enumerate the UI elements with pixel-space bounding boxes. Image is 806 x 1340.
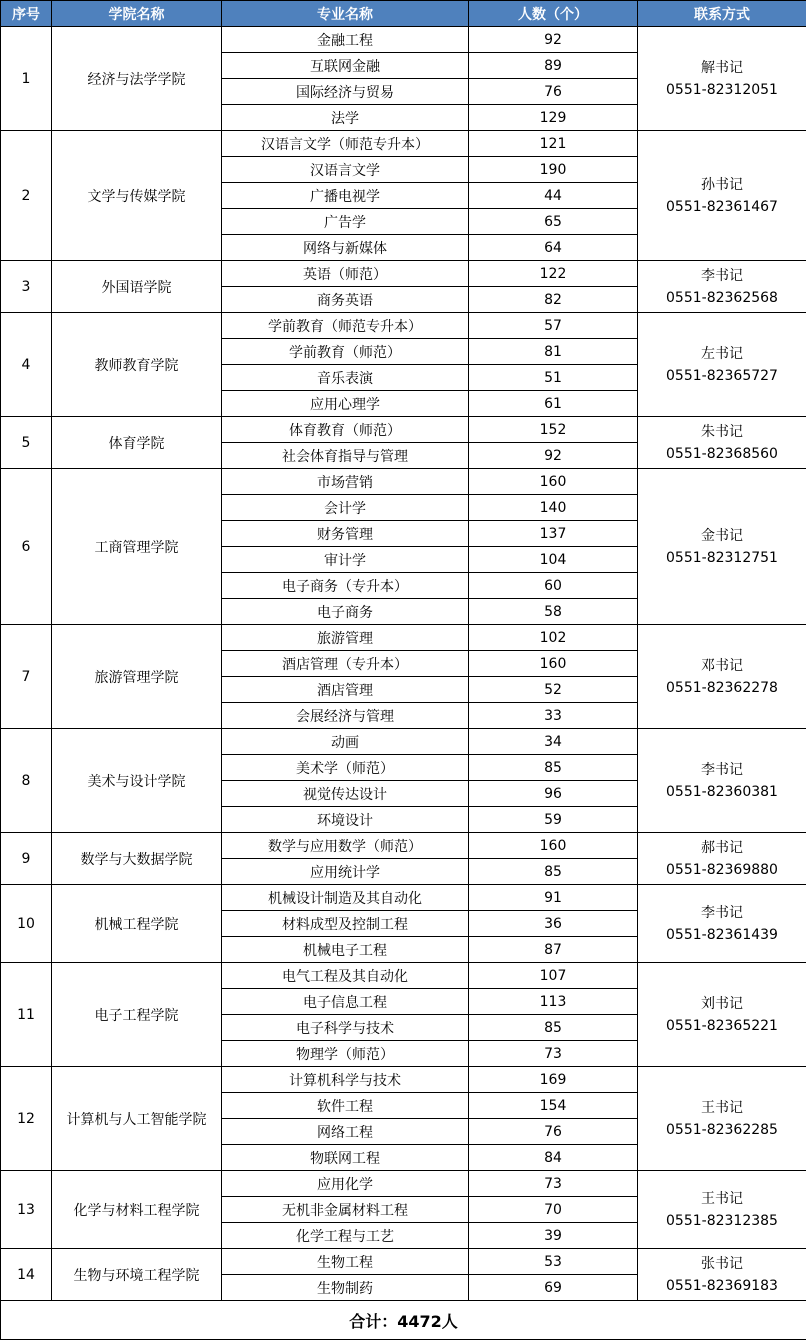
contact-cell [638, 27, 806, 131]
college-name: 电子工程学院 [52, 963, 222, 1067]
contact-phone: 0551-82365221 [638, 1015, 806, 1037]
contact-cell [638, 417, 806, 469]
major-count: 69 [469, 1275, 638, 1301]
major-name: 广播电视学 [222, 183, 469, 209]
row-number: 6 [1, 469, 52, 625]
major-count: 160 [469, 833, 638, 859]
contact-name: 李书记 [638, 902, 806, 924]
major-count: 154 [469, 1093, 638, 1119]
college-name: 外国语学院 [52, 261, 222, 313]
contact-name: 孙书记 [638, 174, 806, 196]
major-name: 电气工程及其自动化 [222, 963, 469, 989]
major-name: 汉语言文学 [222, 157, 469, 183]
table-row [1, 27, 806, 53]
major-count: 76 [469, 1119, 638, 1145]
contact-name: 李书记 [638, 265, 806, 287]
major-name: 化学工程与工艺 [222, 1223, 469, 1249]
contact-cell [638, 729, 806, 833]
row-number: 3 [1, 261, 52, 313]
college-name: 文学与传媒学院 [52, 131, 222, 261]
major-name: 法学 [222, 105, 469, 131]
table-row [1, 1171, 806, 1197]
major-count: 160 [469, 651, 638, 677]
major-count: 104 [469, 547, 638, 573]
major-name: 机械设计制造及其自动化 [222, 885, 469, 911]
contact-cell [638, 313, 806, 417]
major-count: 44 [469, 183, 638, 209]
major-count: 60 [469, 573, 638, 599]
major-name: 应用化学 [222, 1171, 469, 1197]
major-name: 英语（师范） [222, 261, 469, 287]
contact-cell [638, 469, 806, 625]
contact-phone: 0551-82312051 [638, 79, 806, 101]
major-count: 65 [469, 209, 638, 235]
contact-phone: 0551-82365727 [638, 365, 806, 387]
contact-name: 左书记 [638, 343, 806, 365]
row-number: 5 [1, 417, 52, 469]
contact-cell [638, 1067, 806, 1171]
row-number: 4 [1, 313, 52, 417]
major-name: 动画 [222, 729, 469, 755]
college-name: 教师教育学院 [52, 313, 222, 417]
major-name: 物理学（师范） [222, 1041, 469, 1067]
major-count: 76 [469, 79, 638, 105]
major-name: 网络工程 [222, 1119, 469, 1145]
contact-name: 王书记 [638, 1097, 806, 1119]
row-number: 10 [1, 885, 52, 963]
major-name: 国际经济与贸易 [222, 79, 469, 105]
contact-phone: 0551-82369880 [638, 859, 806, 881]
contact-phone: 0551-82368560 [638, 443, 806, 465]
major-count: 122 [469, 261, 638, 287]
major-name: 市场营销 [222, 469, 469, 495]
contact-cell [638, 131, 806, 261]
contact-name: 朱书记 [638, 421, 806, 443]
major-name: 酒店管理（专升本） [222, 651, 469, 677]
table-row [1, 417, 806, 443]
row-number: 12 [1, 1067, 52, 1171]
major-count: 73 [469, 1171, 638, 1197]
header-row [1, 1, 806, 27]
contact-phone: 0551-82360381 [638, 781, 806, 803]
major-count: 190 [469, 157, 638, 183]
table-row [1, 885, 806, 911]
major-count: 96 [469, 781, 638, 807]
header-college: 学院名称 [52, 1, 222, 27]
contact-cell [638, 625, 806, 729]
table-row [1, 469, 806, 495]
major-count: 113 [469, 989, 638, 1015]
college-name: 美术与设计学院 [52, 729, 222, 833]
contact-phone: 0551-82312751 [638, 547, 806, 569]
major-name: 金融工程 [222, 27, 469, 53]
major-name: 计算机科学与技术 [222, 1067, 469, 1093]
major-count: 73 [469, 1041, 638, 1067]
college-name: 机械工程学院 [52, 885, 222, 963]
table-row [1, 261, 806, 287]
contact-phone: 0551-82362278 [638, 677, 806, 699]
major-name: 电子科学与技术 [222, 1015, 469, 1041]
contact-cell [638, 963, 806, 1067]
major-name: 物联网工程 [222, 1145, 469, 1171]
major-name: 软件工程 [222, 1093, 469, 1119]
major-name: 商务英语 [222, 287, 469, 313]
major-count: 140 [469, 495, 638, 521]
contact-name: 邓书记 [638, 655, 806, 677]
contact-name: 解书记 [638, 57, 806, 79]
table-body [1, 27, 806, 1301]
major-count: 52 [469, 677, 638, 703]
major-count: 39 [469, 1223, 638, 1249]
major-count: 89 [469, 53, 638, 79]
major-count: 87 [469, 937, 638, 963]
major-name: 机械电子工程 [222, 937, 469, 963]
major-count: 36 [469, 911, 638, 937]
major-count: 85 [469, 755, 638, 781]
major-name: 应用统计学 [222, 859, 469, 885]
major-count: 82 [469, 287, 638, 313]
contact-phone: 0551-82361439 [638, 924, 806, 946]
major-name: 社会体育指导与管理 [222, 443, 469, 469]
major-count: 169 [469, 1067, 638, 1093]
table-row [1, 1067, 806, 1093]
row-number: 7 [1, 625, 52, 729]
row-number: 1 [1, 27, 52, 131]
major-count: 137 [469, 521, 638, 547]
major-count: 92 [469, 27, 638, 53]
table-row [1, 131, 806, 157]
table-row [1, 729, 806, 755]
table-row [1, 833, 806, 859]
contact-phone: 0551-82361467 [638, 196, 806, 218]
major-name: 音乐表演 [222, 365, 469, 391]
row-number: 14 [1, 1249, 52, 1301]
row-number: 11 [1, 963, 52, 1067]
major-count: 53 [469, 1249, 638, 1275]
college-name: 工商管理学院 [52, 469, 222, 625]
contact-name: 郝书记 [638, 837, 806, 859]
major-name: 学前教育（师范） [222, 339, 469, 365]
major-name: 视觉传达设计 [222, 781, 469, 807]
major-name: 互联网金融 [222, 53, 469, 79]
row-number: 9 [1, 833, 52, 885]
major-name: 广告学 [222, 209, 469, 235]
major-name: 数学与应用数学（师范） [222, 833, 469, 859]
total-cell: 合计：4472人 [1, 1301, 806, 1340]
major-name: 旅游管理 [222, 625, 469, 651]
row-number: 8 [1, 729, 52, 833]
contact-name: 金书记 [638, 525, 806, 547]
college-name: 数学与大数据学院 [52, 833, 222, 885]
major-name: 电子商务 [222, 599, 469, 625]
major-count: 51 [469, 365, 638, 391]
contact-cell [638, 1171, 806, 1249]
major-name: 材料成型及控制工程 [222, 911, 469, 937]
major-name: 生物制药 [222, 1275, 469, 1301]
header-major: 专业名称 [222, 1, 469, 27]
major-name: 无机非金属材料工程 [222, 1197, 469, 1223]
contact-name: 王书记 [638, 1188, 806, 1210]
header-count: 人数（个） [469, 1, 638, 27]
row-number: 13 [1, 1171, 52, 1249]
major-name: 学前教育（师范专升本） [222, 313, 469, 339]
major-count: 58 [469, 599, 638, 625]
major-name: 财务管理 [222, 521, 469, 547]
major-count: 91 [469, 885, 638, 911]
contact-phone: 0551-82362568 [638, 287, 806, 309]
college-name: 生物与环境工程学院 [52, 1249, 222, 1301]
major-count: 64 [469, 235, 638, 261]
table-row [1, 313, 806, 339]
header-no: 序号 [1, 1, 52, 27]
major-count: 59 [469, 807, 638, 833]
contact-cell [638, 833, 806, 885]
major-count: 33 [469, 703, 638, 729]
major-count: 81 [469, 339, 638, 365]
contact-phone: 0551-82369183 [638, 1275, 806, 1297]
major-name: 会计学 [222, 495, 469, 521]
major-count: 129 [469, 105, 638, 131]
table-row [1, 1249, 806, 1275]
table-row [1, 963, 806, 989]
major-count: 107 [469, 963, 638, 989]
major-count: 57 [469, 313, 638, 339]
major-count: 160 [469, 469, 638, 495]
major-name: 生物工程 [222, 1249, 469, 1275]
major-count: 92 [469, 443, 638, 469]
major-count: 34 [469, 729, 638, 755]
major-count: 70 [469, 1197, 638, 1223]
contact-cell [638, 261, 806, 313]
major-name: 酒店管理 [222, 677, 469, 703]
major-count: 85 [469, 1015, 638, 1041]
major-name: 会展经济与管理 [222, 703, 469, 729]
row-number: 2 [1, 131, 52, 261]
contact-phone: 0551-82312385 [638, 1210, 806, 1232]
contact-phone: 0551-82362285 [638, 1119, 806, 1141]
major-name: 美术学（师范） [222, 755, 469, 781]
contact-name: 李书记 [638, 759, 806, 781]
major-name: 电子商务（专升本） [222, 573, 469, 599]
contact-cell [638, 885, 806, 963]
major-name: 网络与新媒体 [222, 235, 469, 261]
college-name: 计算机与人工智能学院 [52, 1067, 222, 1171]
major-name: 体育教育（师范） [222, 417, 469, 443]
major-name: 汉语言文学（师范专升本） [222, 131, 469, 157]
major-name: 审计学 [222, 547, 469, 573]
college-name: 体育学院 [52, 417, 222, 469]
major-name: 应用心理学 [222, 391, 469, 417]
major-name: 环境设计 [222, 807, 469, 833]
major-count: 102 [469, 625, 638, 651]
major-count: 61 [469, 391, 638, 417]
college-name: 旅游管理学院 [52, 625, 222, 729]
college-name: 经济与法学学院 [52, 27, 222, 131]
major-count: 152 [469, 417, 638, 443]
contact-name: 张书记 [638, 1253, 806, 1275]
major-count: 84 [469, 1145, 638, 1171]
total-row [1, 1301, 806, 1340]
major-count: 85 [469, 859, 638, 885]
header-contact: 联系方式 [638, 1, 806, 27]
contact-cell [638, 1249, 806, 1301]
major-name: 电子信息工程 [222, 989, 469, 1015]
table-row [1, 625, 806, 651]
major-count: 121 [469, 131, 638, 157]
college-name: 化学与材料工程学院 [52, 1171, 222, 1249]
contact-name: 刘书记 [638, 993, 806, 1015]
